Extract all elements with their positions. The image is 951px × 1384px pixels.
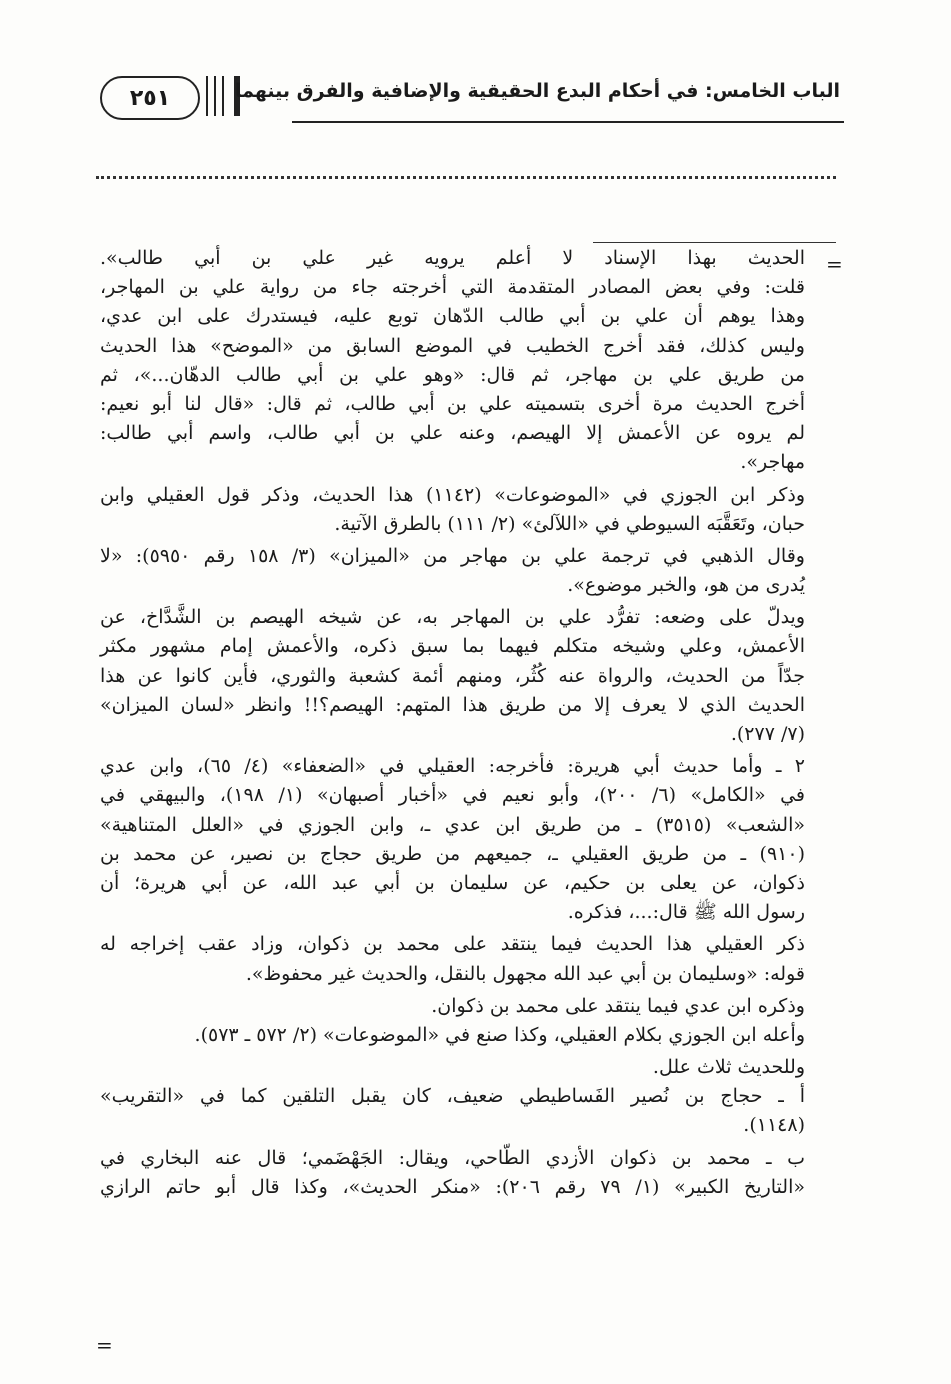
text-line: الأعمش، وعلي وشيخه متكلم فيهما بما سبق ذكره، والأعمش إمام مشهور مكثر: [100, 635, 805, 658]
footnote-body: [100, 244, 805, 1202]
text-line: وذكره ابن عدي فيما ينتقد على محمد بن ذكوان.: [431, 994, 805, 1017]
text-line: الحديث الذي لا يعرف إلا من طريق هذا المتهم: الهيصم؟!! وانظر «لسان الميزان»: [100, 693, 805, 716]
continuation-mark: =: [826, 252, 843, 276]
text-line: وقال الذهبي في ترجمة علي بن مهاجر من «الميزان» (٣/ ١٥٨ رقم ٥٩٥٠): «لا: [100, 544, 805, 567]
text-line: وللحديث ثلاث علل.: [652, 1056, 805, 1079]
text-line: ويدلّ على وضعه: تفرُّد علي بن المهاجر به، عن شيخه الهيصم بن الشَّدَّاخ، عن: [100, 606, 805, 629]
text-line: (١١٤٨).: [743, 1114, 805, 1137]
text-line: ذكوان، عن يعلى بن حكيم، عن سليمان بن أبي عبد الله، عن أبي هريرة؛ أن: [100, 871, 805, 894]
text-line: جدّاً من الحديث، والرواة عنه كُثُر، ومنهم أئمة كشعبة والثوري، فأين كانوا عن هذا: [100, 664, 805, 687]
running-header: [96, 66, 844, 128]
chapter-title: الباب الخامس: في أحكام البدع الحقيقية والإضافية والفرق بينهما: [235, 80, 840, 102]
text-line: وهذا يوهم أن علي بن أبي طالب الدّهان توبع عليه، فيستدرك على ابن عدي،: [100, 305, 805, 328]
text-line: (٧/ ٢٧٧).: [730, 723, 805, 745]
text-line: قلت: وفي بعض المصادر المتقدمة التي أخرجته جاء من رواية علي بن المهاجر،: [100, 276, 805, 299]
page-number: ٢٥١: [100, 76, 200, 120]
text-line: رسول الله ﷺ قال:...، فذكره.: [567, 901, 805, 924]
text-line: مهاجر».: [740, 451, 805, 474]
text-line: ب ـ محمد بن ذكوان الأزدي الطّاحي، ويقال: الجَهْضَمي؛ قال عنه البخاري في: [100, 1146, 805, 1169]
text-line: وليس كذلك، فقد أخرج الخطيب في الموضع السابق من «الموضح» هذا الحديث: [100, 334, 805, 357]
continuation-end-mark: =: [96, 1333, 113, 1357]
text-line: وأعله ابن الجوزي بكلام العقيلي، وكذا صنع في «الموضوعات» (٢/ ٥٧٢ ـ ٥٧٣).: [194, 1023, 805, 1046]
text-line: الحديث بهذا الإسناد لا أعلم يرويه غير علي بن أبي طالب».: [100, 247, 805, 269]
dotted-separator: [96, 176, 836, 179]
text-line: أخرج الحديث مرة أخرى بتسميته علي بن أبي طالب، ثم قال: «قال لنا أبو نعيم:: [100, 392, 805, 415]
text-line: يُدرى من هو، والخبر موضوع».: [567, 574, 805, 597]
text-line: وذكر ابن الجوزي في «الموضوعات» (١١٤٢) هذا الحديث، وذكر قول العقيلي وابن: [100, 483, 805, 506]
text-line: من طريق علي بن مهاجر، ثم قال: «وهو علي بن أبي طالب الدهّان...»، ثم: [100, 363, 805, 386]
text-line: لم يروه عن الأعمش إلا الهيصم، وعنه علي بن أبي طالب، واسم أبي طالب:: [100, 422, 805, 445]
text-line: أ ـ حجاج بن نُصير الفَساطيطي ضعيف، كان يقبل التلقين كما في «التقريب»: [100, 1085, 805, 1108]
text-line: ذكر العقيلي هذا الحديث فيما ينتقد على محمد بن ذكوان، وزاد عقب إخراجه له: [100, 933, 805, 956]
text-line: حبان، وتَعَقَّبَه السيوطي في «اللآلئ» (٢/ ١١١) بالطرق الآتية.: [334, 512, 805, 535]
text-line: «التاريخ الكبير» (١/ ٧٩ رقم ٢٠٦): «منكر الحديث»، وكذا قال أبو حاتم الرازي: [100, 1175, 805, 1198]
text-line: في «الكامل» (٦/ ٢٠٠)، وأبو نعيم في «أخبار أصبهان» (١/ ١٩٨)، والبيهقي في: [100, 784, 806, 807]
footnote-rule: [593, 242, 836, 243]
text-line: قوله: «وسليمان بن أبي عبد الله مجهول بالنقل، والحديث غير محفوظ».: [245, 962, 805, 985]
text-line: «الشعب» (٣٥١٥) ـ من طريق ابن عدي ـ، وابن الجوزي في «العلل المتناهية»: [100, 813, 805, 836]
header-rule: [292, 121, 844, 123]
text-line: ٢ ـ وأما حديث أبي هريرة: فأخرجه: العقيلي في «الضعفاء» (٤/ ٦٥)، وابن عدي: [100, 755, 806, 778]
text-line: (٩١٠) ـ من طريق العقيلي ـ، جميعهم من طريق حجاج بن نصير، عن محمد بن: [100, 842, 805, 865]
